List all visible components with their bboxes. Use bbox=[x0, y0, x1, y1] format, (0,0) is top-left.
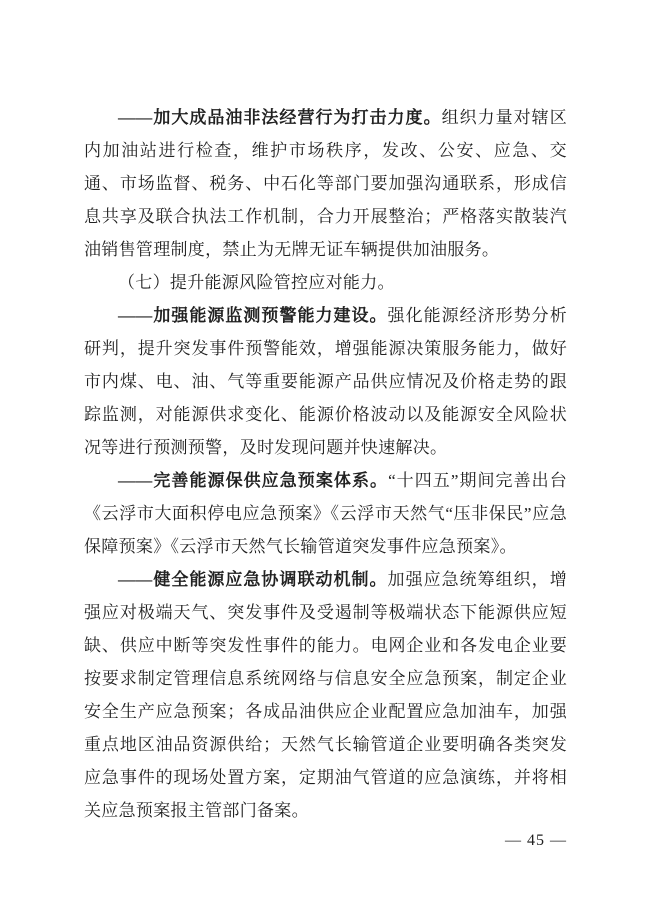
paragraph-text: 加强应急统筹组织，增强应对极端天气、突发事件及受遏制等极端状态下能源供应短缺、供应中断等突发性事件的能力。电网企业和各发电企业要按要求制定管理信息系统网络与信息安全应急预案，制定企业安全生产应急预案；各成品油供应企业配置应急加油车，加强重点地区油品资源供给；天然气长输管道企业要明确各类突发应急事件的现场处置方案，定期油气管道的应急演练，并将相关应急预案报主管部门备案。 bbox=[84, 570, 568, 820]
paragraph-lead: ——加强能源监测预警能力建设。 bbox=[118, 306, 388, 325]
page-number: — 45 — bbox=[505, 832, 567, 849]
section-heading-seven bbox=[84, 266, 567, 299]
paragraph-lead: ——加大成品油非法经营行为打击力度。 bbox=[118, 108, 442, 127]
paragraph-crackdown-illegal-oil bbox=[84, 101, 567, 266]
paragraph-lead: ——完善能源保供应急预案体系。 bbox=[118, 471, 389, 490]
paragraph-text: “十四五”期间完善出台《云浮市大面积停电应急预案》《云浮市天然气“压非保民”应急保障预案》《云浮市天然气长输管道突发事件应急预案》。 bbox=[84, 471, 568, 556]
paragraph-monitoring-early-warning bbox=[84, 299, 567, 464]
section-heading-text: （七）提升能源风险管控应对能力。 bbox=[118, 273, 395, 292]
paragraph-lead: ——健全能源应急协调联动机制。 bbox=[118, 570, 388, 589]
paragraph-text: 组织力量对辖区内加油站进行检查，维护市场秩序，发改、公安、应急、交通、市场监督、税务、中石化等部门要加强沟通联系，形成信息共享及联合执法工作机制，合力开展整治；严格落实散装汽油销售管理制度，禁止为无牌无证车辆提供加油服务。 bbox=[84, 108, 567, 259]
document-body bbox=[84, 101, 567, 827]
paragraph-emergency-plan-system bbox=[84, 464, 567, 563]
paragraph-emergency-coordination bbox=[84, 563, 567, 827]
paragraph-text: 强化能源经济形势分析研判，提升突发事件预警能效，增强能源决策服务能力，做好市内煤、电、油、气等重要能源产品供应情况及价格走势的跟踪监测，对能源供求变化、能源价格波动以及能源安全风险状况等进行预测预警，及时发现问题并快速解决。 bbox=[84, 306, 568, 457]
